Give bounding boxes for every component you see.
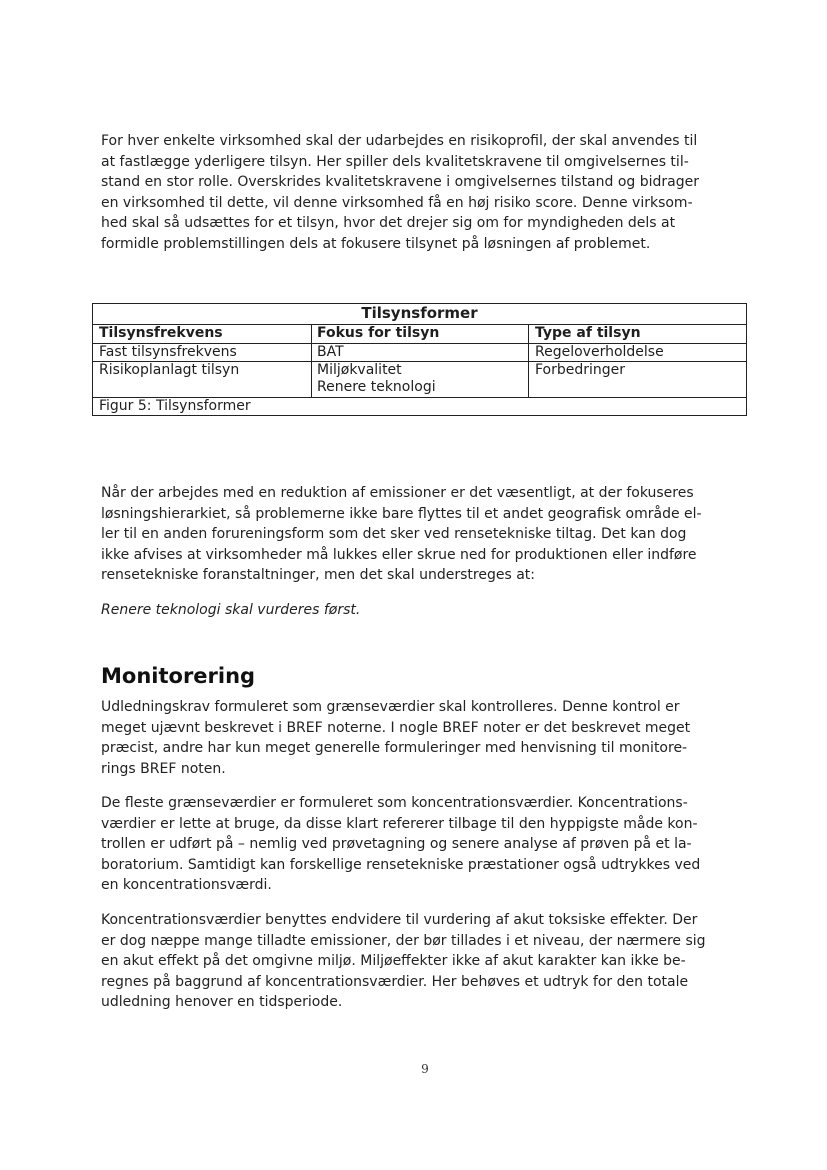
paragraph-line: ikke afvises at virksomheder må lukkes eller skrue ned for produktionen eller indføre [101,546,697,563]
toxicity-paragraph [101,910,751,1013]
paragraph-line: ler til en anden forureningsform som det sker ved rensetekniske tiltag. Det kan dog [101,526,687,543]
paragraph-line: rensetekniske foranstaltninger, men det skal understreges at: [101,567,535,584]
intro-paragraph [101,131,751,255]
paragraph-line: formidle problemstillingen dels at fokusere tilsynet på løsningen af problemet. [101,235,651,252]
paragraph-line: en koncentrationsværdi. [101,877,272,894]
paragraph-line: en virksomhed til dette, vil denne virksomhed få en høj risiko score. Denne virksom- [101,194,693,211]
paragraph-line: at fastlægge yderligere tilsyn. Her spiller dels kvalitetskravene til omgivelsernes til- [101,153,689,170]
paragraph-line: udledning henover en tidsperiode. [101,994,343,1011]
paragraph-line: Udledningskrav formuleret som grænseværdier skal kontrolleres. Denne kontrol er [101,699,680,715]
paragraph-line: hed skal så udsættes for et tilsyn, hvor det drejer sig om for myndigheden dels at [101,215,676,232]
table-cell: Risikoplanlagt tilsyn [99,362,240,378]
paragraph-line: rings BREF noten. [101,760,226,777]
paragraph-line: er dog næppe mange tilladte emissioner, der bør tillades i et niveau, der nærmere sig [101,932,706,949]
emphasis-statement: Renere teknologi skal vurderes først. [101,602,361,618]
paragraph-line: løsningshierarkiet, så problemerne ikke bare flyttes til et andet geografisk område el- [101,505,702,522]
paragraph-line: præcist, andre har kun meget generelle formuleringer med henvisning til monitore- [101,740,688,757]
table-title: Tilsynsformer [361,304,478,322]
table-cell: Regeloverholdelse [535,344,664,360]
table-header: Type af tilsyn [535,325,641,341]
table-header: Tilsynsfrekvens [99,325,223,341]
table-cell: Miljøkvalitet [317,362,402,378]
monitoring-paragraph [101,697,751,779]
tilsynsformer-table [92,303,747,416]
figure-caption: Figur 5: Tilsynsformer [99,398,251,414]
paragraph-line: Når der arbejdes med en reduktion af emissioner er det væsentligt, at der fokuseres [101,485,694,501]
table-divider [528,324,529,397]
paragraph-line: værdier er lette at bruge, da disse klart refererer tilbage til den hyppigste måde kon- [101,815,698,832]
section-heading: Monitorering [101,664,256,688]
paragraph-line: De fleste grænseværdier er formuleret som koncentrationsværdier. Koncentrations- [101,795,688,811]
reduction-paragraph [101,483,751,586]
paragraph-line: meget ujævnt beskrevet i BREF noterne. I nogle BREF noter er det beskrevet meget [101,719,691,736]
table-divider [311,324,312,397]
concentration-paragraph [101,793,751,896]
paragraph-line: stand en stor rolle. Overskrides kvalitetskravene i omgivelsernes tilstand og bidrager [101,174,700,191]
table-cell: Renere teknologi [317,379,436,395]
paragraph-line: regnes på baggrund af koncentrationsværdier. Her behøves et udtryk for den totale [101,973,689,990]
table-cell: Fast tilsynsfrekvens [99,344,237,360]
paragraph-line: Koncentrationsværdier benyttes endvidere til vurdering af akut toksiske effekter. Der [101,912,698,928]
paragraph-line: en akut effekt på det omgivne miljø. Miljøeffekter ikke af akut karakter kan ikke be- [101,953,686,970]
paragraph-line: boratorium. Samtidigt kan forskellige rensetekniske præstationer også udtrykkes ved [101,856,701,873]
table-cell: Forbedringer [535,362,626,378]
table-cell: BAT [317,344,344,360]
page-number: 9 [421,1062,429,1076]
paragraph-line: For hver enkelte virksomhed skal der udarbejdes en risikoprofil, der skal anvendes til [101,133,698,149]
table-header: Fokus for tilsyn [317,325,440,341]
paragraph-line: trollen er udført på – nemlig ved prøvetagning og senere analyse af prøven på et la- [101,836,692,853]
